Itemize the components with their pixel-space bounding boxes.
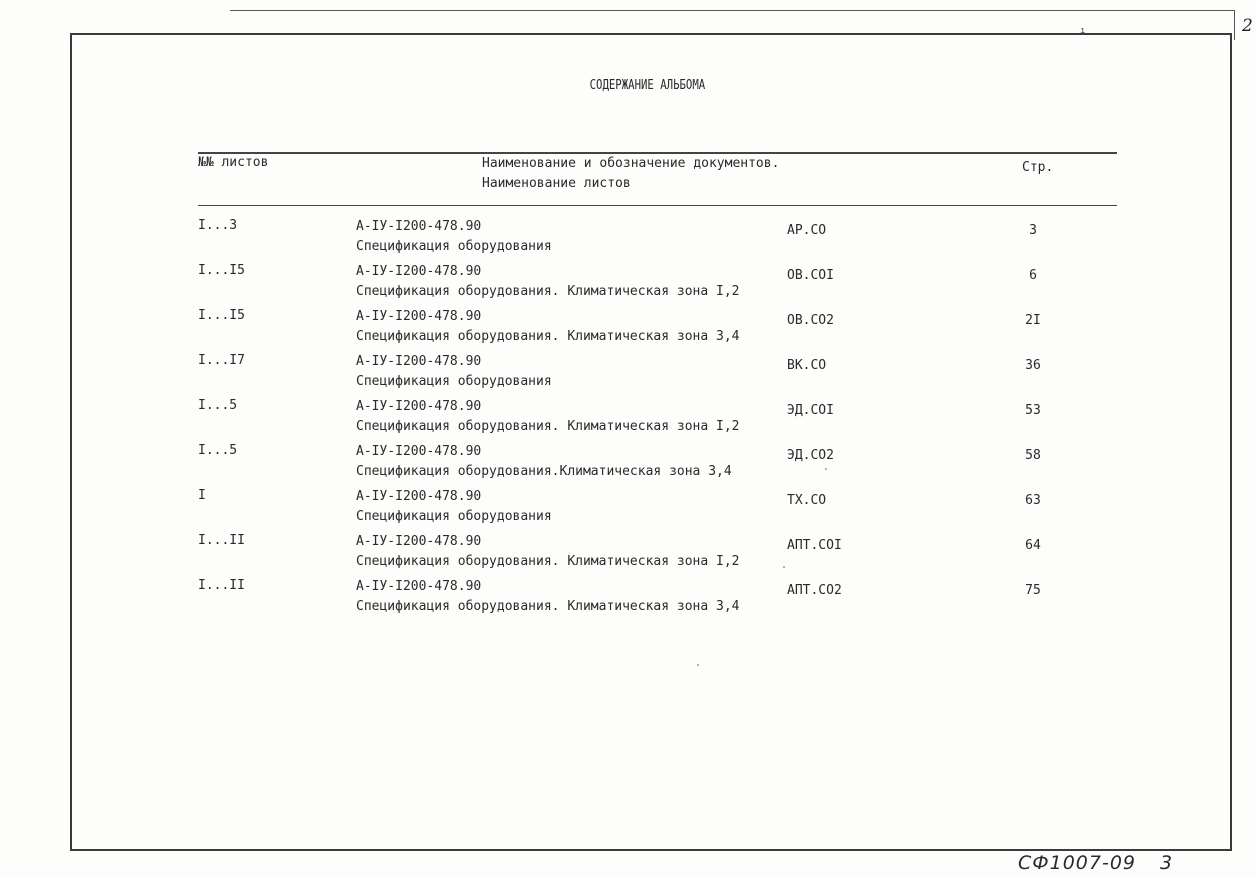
row-sheets: I...I5 xyxy=(198,308,245,323)
row-page: 3 xyxy=(1029,223,1037,238)
row-mark: АР.СО xyxy=(787,223,827,238)
table-row xyxy=(0,263,1255,307)
row-page: 64 xyxy=(1025,538,1041,553)
row-page: 36 xyxy=(1025,358,1041,373)
row-sheets: I...II xyxy=(198,533,245,548)
row-page: 53 xyxy=(1025,403,1041,418)
row-description: Спецификация оборудования. Климатическая зона I,2 xyxy=(356,284,740,299)
scan-speck xyxy=(783,566,785,568)
row-document-code: А-IУ-I200-478.90 xyxy=(356,579,482,594)
row-sheets: I...3 xyxy=(198,218,238,233)
table-top-rule xyxy=(198,152,1117,154)
footer-stamp xyxy=(1018,852,1173,874)
row-description: Спецификация оборудования. Климатическая зона I,2 xyxy=(356,419,740,434)
row-mark: ВК.СО xyxy=(787,358,827,373)
row-description: Спецификация оборудования. Климатическая зона I,2 xyxy=(356,554,740,569)
footer-doc-code: СФ1007-09 xyxy=(1018,852,1137,874)
row-mark: ТХ.СО xyxy=(787,493,827,508)
row-page: 58 xyxy=(1025,448,1041,463)
header-name-line1: Наименование и обозначение документов. xyxy=(482,156,780,171)
row-sheets: I...I5 xyxy=(198,263,245,278)
row-document-code: А-IУ-I200-478.90 xyxy=(356,444,482,459)
row-description: Спецификация оборудования. Климатическая зона 3,4 xyxy=(356,599,740,614)
table-row xyxy=(0,533,1255,577)
scan-speck xyxy=(697,664,699,666)
row-description: Спецификация оборудования xyxy=(356,239,552,254)
table-row xyxy=(0,443,1255,487)
row-document-code: А-IУ-I200-478.90 xyxy=(356,354,482,369)
row-sheets: I...5 xyxy=(198,398,238,413)
row-page: 75 xyxy=(1025,583,1041,598)
scan-mark: ı xyxy=(1080,26,1086,36)
row-sheets: I...I7 xyxy=(198,353,245,368)
outer-frame-top-line xyxy=(230,10,1235,11)
row-sheets: I...II xyxy=(198,578,245,593)
row-mark: ЭД.СОI xyxy=(787,403,834,418)
table-header-rule xyxy=(198,205,1117,206)
row-sheets: I xyxy=(198,488,206,503)
scan-speck xyxy=(825,468,827,470)
row-mark: ОВ.СО2 xyxy=(787,313,834,328)
row-sheets: I...5 xyxy=(198,443,238,458)
table-row xyxy=(0,398,1255,442)
table-row xyxy=(0,353,1255,397)
corner-sheet-number: 2 xyxy=(1242,16,1253,36)
header-name-line2: Наименование листов xyxy=(482,176,631,191)
row-document-code: А-IУ-I200-478.90 xyxy=(356,534,482,549)
row-document-code: А-IУ-I200-478.90 xyxy=(356,219,482,234)
row-description: Спецификация оборудования xyxy=(356,509,552,524)
header-page: Стр. xyxy=(1022,160,1054,175)
table-row xyxy=(0,488,1255,532)
row-page: 63 xyxy=(1025,493,1041,508)
row-description: Спецификация оборудования xyxy=(356,374,552,389)
row-mark: АПТ.СО2 xyxy=(787,583,842,598)
footer-page-number: 3 xyxy=(1160,852,1174,874)
table-row xyxy=(0,308,1255,352)
outer-frame-right-line xyxy=(1234,10,1235,40)
row-description: Спецификация оборудования. Климатическая зона 3,4 xyxy=(356,329,740,344)
row-page: 6 xyxy=(1029,268,1037,283)
header-sheets: №№ листов xyxy=(198,155,269,170)
table-row xyxy=(0,578,1255,622)
row-page: 2I xyxy=(1025,313,1041,328)
row-document-code: А-IУ-I200-478.90 xyxy=(356,264,482,279)
row-mark: ЭД.СО2 xyxy=(787,448,834,463)
row-document-code: А-IУ-I200-478.90 xyxy=(356,399,482,414)
row-mark: ОВ.СОI xyxy=(787,268,834,283)
row-document-code: А-IУ-I200-478.90 xyxy=(356,309,482,324)
row-mark: АПТ.СОI xyxy=(787,538,842,553)
row-document-code: А-IУ-I200-478.90 xyxy=(356,489,482,504)
table-row xyxy=(0,218,1255,262)
page-title: СОДЕРЖАНИЕ АЛЬБОМА xyxy=(589,78,706,93)
row-description: Спецификация оборудования.Климатическая зона 3,4 xyxy=(356,464,732,479)
